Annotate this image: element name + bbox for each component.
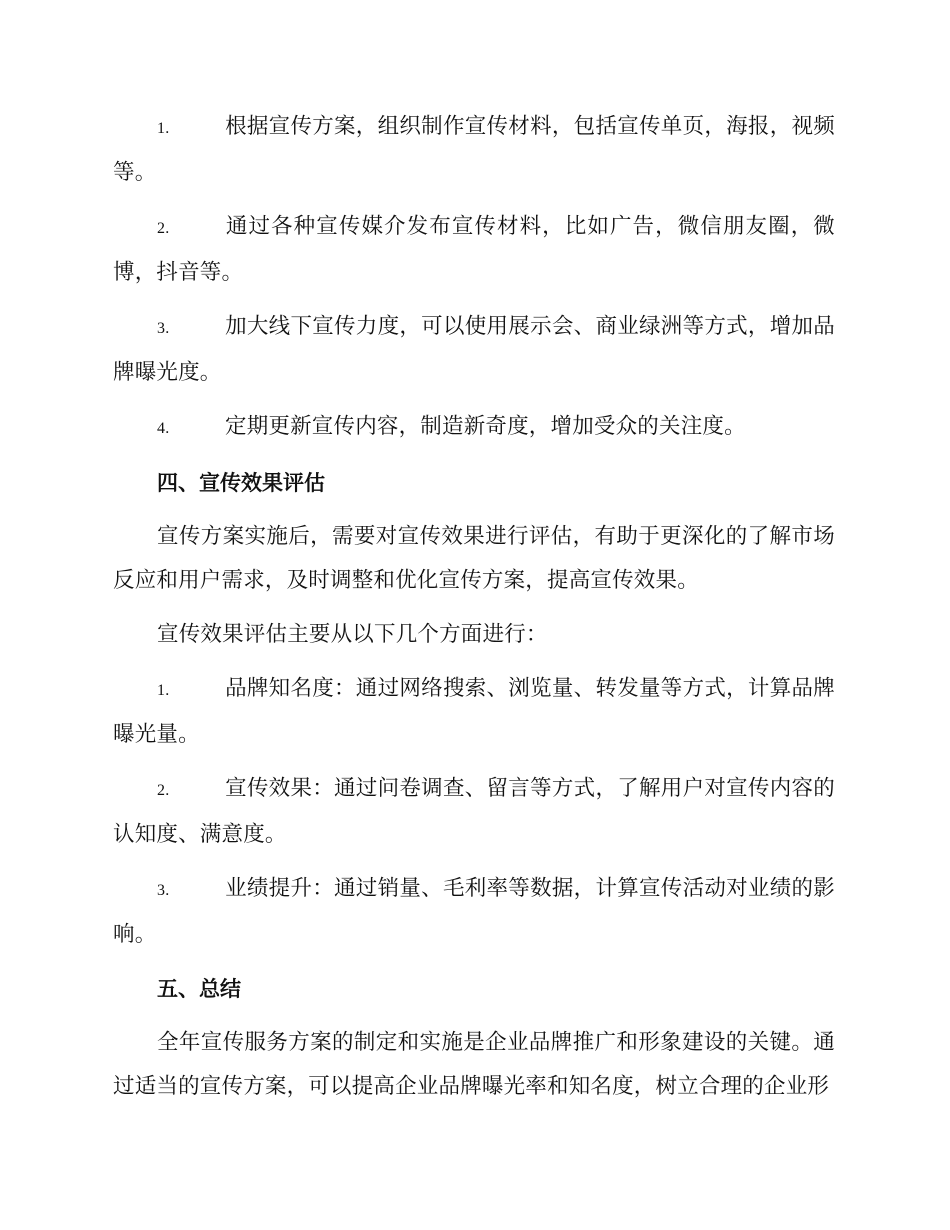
list-number: 4.: [157, 420, 170, 437]
paragraph: 宣传方案实施后，需要对宣传效果进行评估，有助于更深化的了解市场反应和用户需求，及时调整和优化宣传方案，提高宣传效果。: [113, 524, 835, 593]
list-item: [113, 105, 835, 195]
list-text: 宣传效果：通过问卷调查、留言等方式，了解用户对宣传内容的认知度、满意度。: [113, 776, 835, 847]
list-item: [113, 867, 835, 957]
list-text: 业绩提升：通过销量、毛利率等数据，计算宣传活动对业绩的影响。: [113, 876, 835, 947]
list-number: 2.: [157, 220, 170, 237]
section-heading-evaluation: 四、宣传效果评估: [157, 471, 325, 495]
list-item: [113, 205, 835, 295]
list-text: 根据宣传方案，组织制作宣传材料，包括宣传单页，海报，视频等。: [113, 114, 835, 185]
list-number: 2.: [157, 782, 170, 799]
list-text: 品牌知名度：通过网络搜索、浏览量、转发量等方式，计算品牌曝光量。: [113, 676, 835, 747]
list-item: [113, 405, 835, 451]
paragraph: 全年宣传服务方案的制定和实施是企业品牌推广和形象建设的关键。通过适当的宣传方案，可以提高企业品牌曝光率和知名度，树立合理的企业形: [113, 1030, 835, 1099]
list-number: 3.: [157, 320, 170, 337]
list-item: [113, 667, 835, 757]
list-number: 1.: [157, 120, 170, 137]
list-item: [113, 305, 835, 395]
section-heading-summary: 五、总结: [157, 977, 241, 1001]
list-text: 加大线下宣传力度，可以使用展示会、商业绿洲等方式，增加品牌曝光度。: [113, 314, 835, 385]
list-number: 1.: [157, 682, 170, 699]
list-text: 定期更新宣传内容，制造新奇度，增加受众的关注度。: [225, 414, 746, 439]
list-number: 3.: [157, 882, 170, 899]
paragraph: 宣传效果评估主要从以下几个方面进行：: [157, 622, 548, 647]
list-item: [113, 767, 835, 857]
list-text: 通过各种宣传媒介发布宣传材料，比如广告，微信朋友圈，微博，抖音等。: [113, 214, 835, 285]
document-body: [113, 105, 835, 1119]
